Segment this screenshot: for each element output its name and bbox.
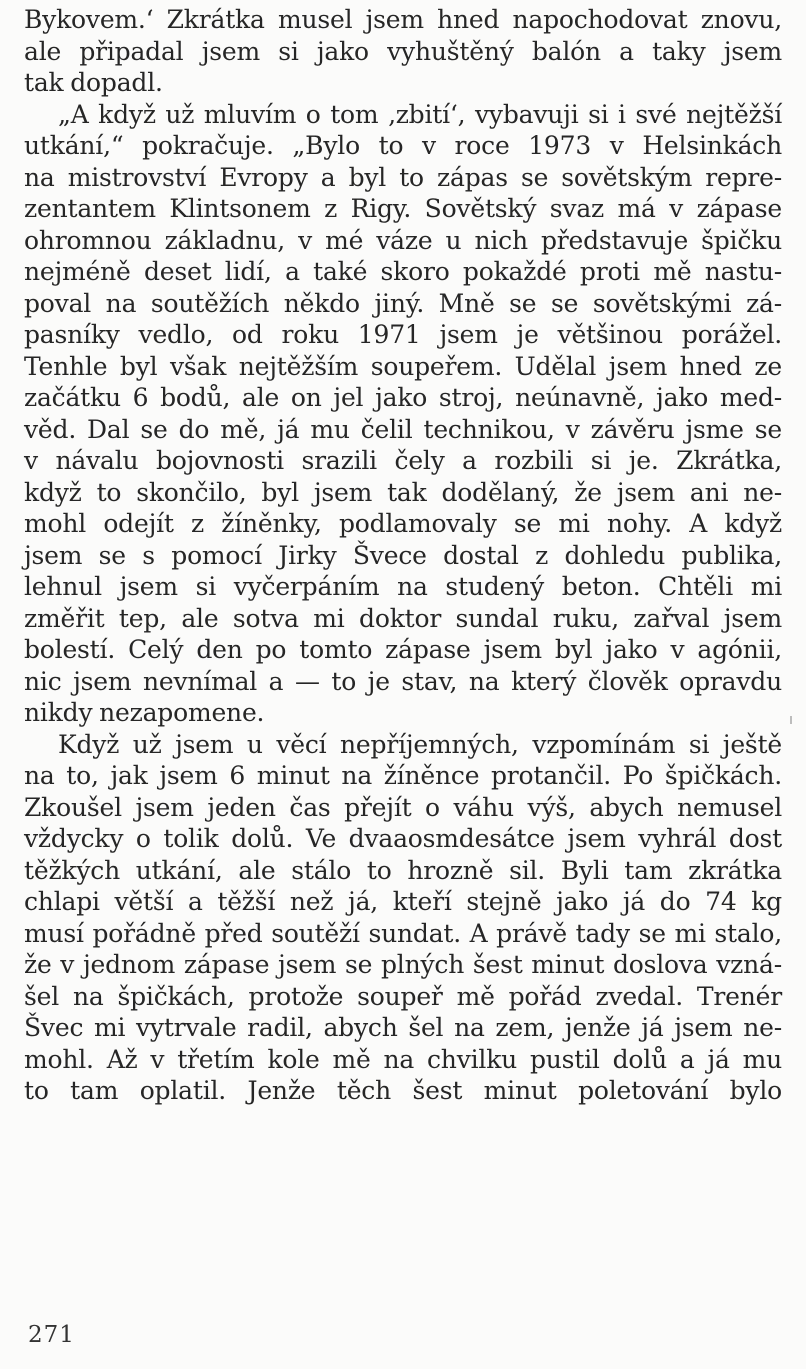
- text-line: pasníky vedlo, od roku 1971 jsem je většinou porážel.: [24, 320, 782, 349]
- text-line: Zkoušel jsem jeden čas přejít o váhu výš, abych nemusel: [24, 792, 782, 822]
- text-line: musí pořádně před soutěží sundat. A právě tady se mi stalo,: [24, 918, 782, 948]
- paragraph: [24, 99, 782, 729]
- text-line: věd. Dal se do mě, já mu čelil technikou, v závěru jsme se: [24, 414, 782, 444]
- text-line: lehnul jsem si vyčerpáním na studený beton. Chtěli mi: [24, 572, 782, 601]
- text-line: začátku 6 bodů, ale on jel jako stroj, neúnavně, jako med-: [24, 383, 782, 412]
- text-line: Švec mi vytrvale radil, abych šel na zem, jenže já jsem ne-: [24, 1013, 782, 1042]
- text-line: to tam oplatil. Jenže těch šest minut poletování bylo: [24, 1076, 782, 1105]
- text-line: Bykovem.‘ Zkrátka musel jsem hned napochodovat znovu,: [24, 5, 782, 34]
- text-line: chlapi větší a těžší než já, kteří stejně jako já do 74 kg: [24, 887, 782, 916]
- text-line: zentantem Klintsonem z Rigy. Sovětský svaz má v zápase: [24, 194, 782, 223]
- paragraph: [24, 4, 782, 99]
- text-line: ale připadal jsem si jako vyhuštěný balón a taky jsem: [24, 36, 782, 66]
- text-line: Tenhle byl však nejtěžším soupeřem. Udělal jsem hned ze: [24, 351, 782, 381]
- text-line: nikdy nezapomene.: [24, 698, 265, 727]
- text-line: Když už jsem u věcí nepříjemných, vzpomínám si ještě: [58, 729, 782, 759]
- body-text: [24, 4, 782, 1107]
- text-line: že v jednom zápase jsem se plných šest minut doslova vzná-: [24, 950, 782, 979]
- text-line: na mistrovství Evropy a byl to zápas se sovětským repre-: [24, 162, 782, 192]
- text-line: nejméně deset lidí, a také skoro pokaždé proti mě nastu-: [24, 257, 782, 286]
- text-line: „A když už mluvím o tom ‚zbití‘, vybavuji si i své nejtěžší: [58, 99, 782, 129]
- text-line: poval na soutěžích někdo jiný. Mně se se sovětskými zá-: [24, 288, 782, 318]
- text-line: šel na špičkách, protože soupeř mě pořád zvedal. Trenér: [24, 981, 782, 1011]
- text-line: tak dopadl.: [24, 68, 163, 97]
- text-line: změřit tep, ale sotva mi doktor sundal ruku, zařval jsem: [24, 603, 782, 633]
- text-line: nic jsem nevnímal a — to je stav, na který člověk opravdu: [24, 666, 782, 696]
- text-line: ohromnou základnu, v mé váze u nich představuje špičku: [24, 225, 782, 255]
- text-line: mohl odejít z žíněnky, podlamovaly se mi nohy. A když: [24, 509, 782, 538]
- text-line: těžkých utkání, ale stálo to hrozně sil. Byli tam zkrátka: [24, 855, 782, 885]
- text-line: vždycky o tolik dolů. Ve dvaaosmdesátce jsem vyhrál dost: [24, 824, 782, 853]
- text-line: mohl. Až v třetím kole mě na chvilku pustil dolů a já mu: [24, 1044, 782, 1074]
- text-line: utkání,“ pokračuje. „Bylo to v roce 1973 v Helsinkách: [24, 131, 782, 160]
- text-line: na to, jak jsem 6 minut na žíněnce protančil. Po špičkách.: [24, 761, 782, 790]
- text-line: jsem se s pomocí Jirky Švece dostal z dohledu publika,: [24, 540, 782, 570]
- text-line: bolestí. Celý den po tomto zápase jsem byl jako v agónii,: [24, 635, 782, 664]
- page-number: 271: [28, 1322, 75, 1348]
- text-line: když to skončilo, byl jsem tak dodělaný, že jsem ani ne-: [24, 477, 782, 507]
- margin-mark: [790, 716, 792, 724]
- text-line: v návalu bojovnosti srazili čely a rozbili si je. Zkrátka,: [24, 446, 782, 475]
- paragraph: [24, 729, 782, 1107]
